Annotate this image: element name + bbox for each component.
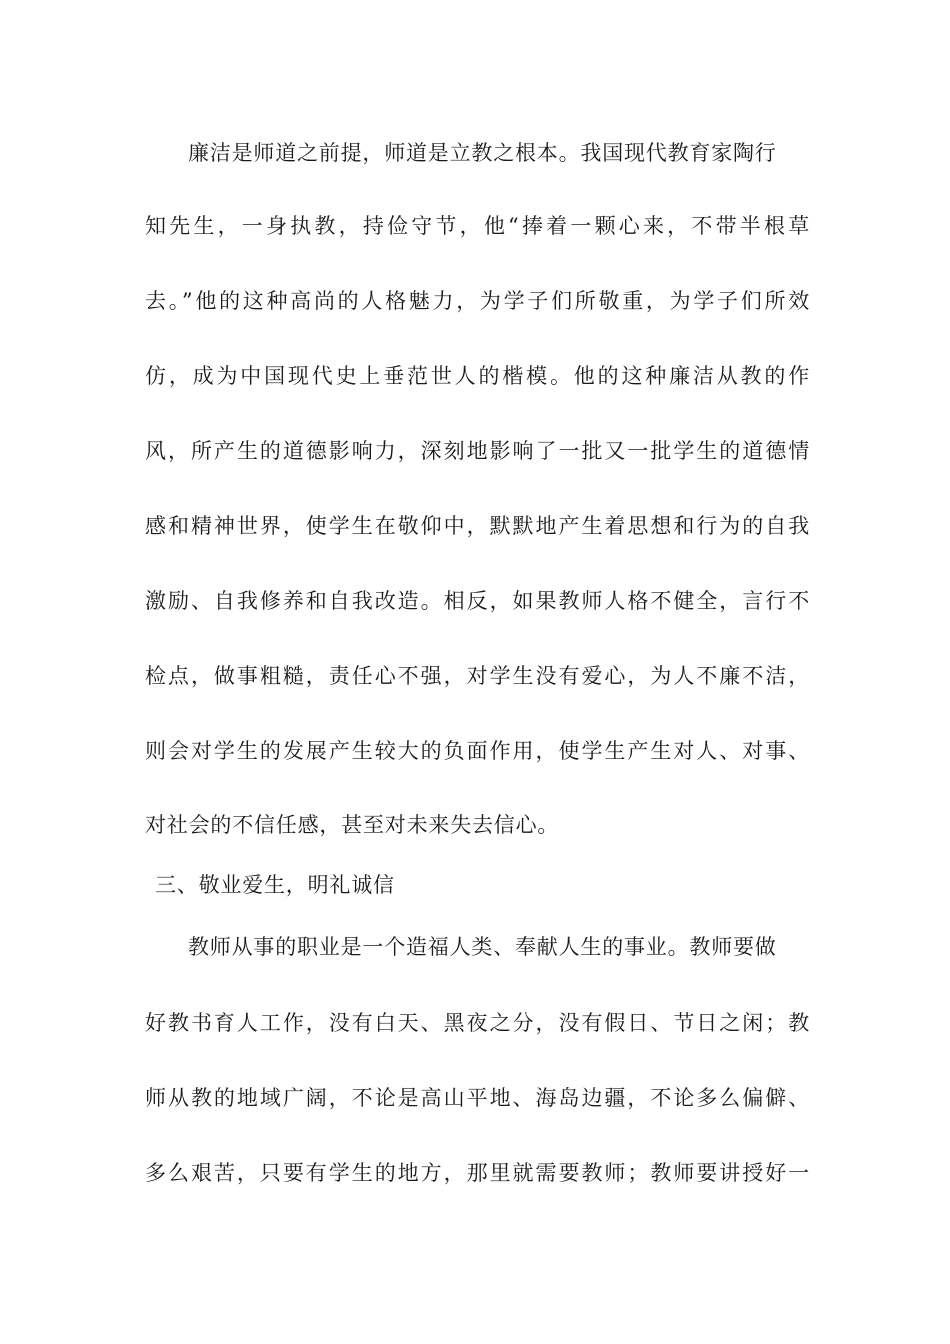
paragraph-1-line-7: 激励、自我修养和自我改造。相反，如果教师人格不健全，言行不	[145, 589, 810, 613]
paragraph-1-line-8: 检点，做事粗糙，责任心不强，对学生没有爱心，为人不廉不洁，	[145, 664, 810, 688]
paragraph-1-line-2: 知先生，一身执教，持俭守节，他“捧着一颗心来，不带半根草	[145, 214, 810, 238]
paragraph-1-line-4: 仿，成为中国现代史上垂范世人的楷模。他的这种廉洁从教的作	[145, 364, 810, 388]
paragraph-1-line-5: 风，所产生的道德影响力，深刻地影响了一批又一批学生的道德情	[145, 439, 810, 463]
paragraph-1-line-6: 感和精神世界，使学生在敬仰中，默默地产生着思想和行为的自我	[145, 514, 810, 538]
section-heading: 三、敬业爱生，明礼诚信	[155, 873, 395, 897]
paragraph-2-line-2: 好教书育人工作，没有白天、黑夜之分，没有假日、节日之闲；教	[145, 1011, 810, 1035]
paragraph-1-line-9: 则会对学生的发展产生较大的负面作用，使学生产生对人、对事、	[145, 739, 810, 763]
paragraph-2-line-3: 师从教的地域广阔，不论是高山平地、海岛边疆，不论多么偏僻、	[145, 1086, 810, 1110]
paragraph-1-line-3: 去。”他的这种高尚的人格魅力，为学子们所敬重，为学子们所效	[145, 289, 810, 313]
paragraph-2-line-1: 教师从事的职业是一个造福人类、奉献人生的事业。教师要做	[188, 935, 777, 959]
paragraph-1-line-10: 对社会的不信任感，甚至对未来失去信心。	[145, 813, 560, 837]
paragraph-1-line-1: 廉洁是师道之前提，师道是立教之根本。我国现代教育家陶行	[188, 141, 777, 165]
paragraph-2-line-4: 多么艰苦，只要有学生的地方，那里就需要教师；教师要讲授好一	[145, 1161, 810, 1185]
